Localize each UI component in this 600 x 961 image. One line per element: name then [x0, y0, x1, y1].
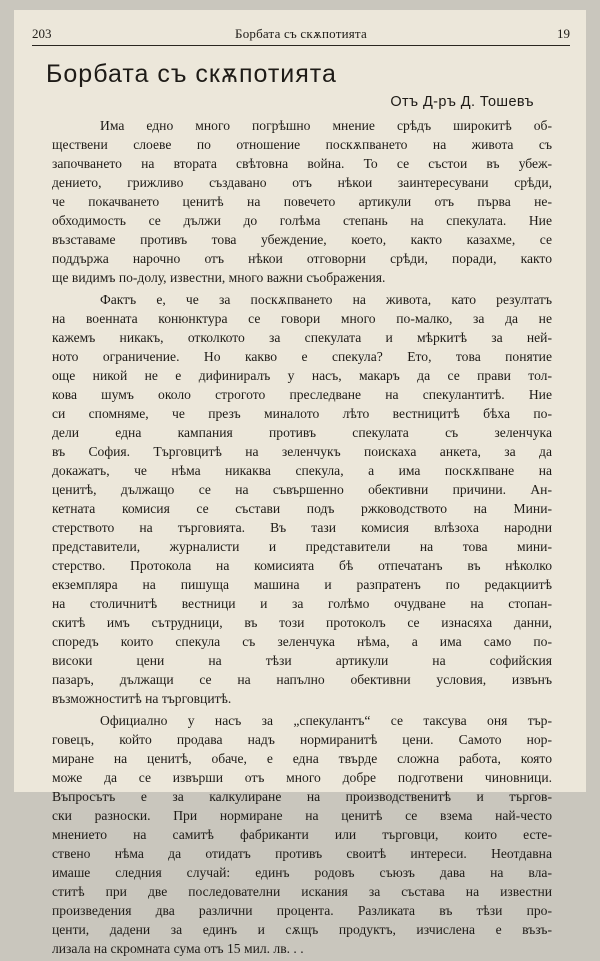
header-rule	[32, 45, 570, 46]
text-line: мнението на самитѣ фабриканти или търговци, които есте-	[52, 827, 552, 842]
text-line: въ София. Търговцитѣ на зеленчукъ поискаха анкета, за да	[52, 444, 552, 459]
text-line: още никой не е дифиниралъ у насъ, макаръ да се прави тол-	[52, 368, 552, 383]
paragraph	[52, 711, 552, 958]
text-line: представители, журналисти и представители на това мини-	[52, 539, 552, 554]
text-line: си спомняме, че презъ миналото лѣто вестницитѣ бѣха по-	[52, 406, 552, 421]
text-line: центи, дадени за единъ и сѫщъ продуктъ, изчислена е възъ-	[52, 922, 552, 937]
text-line: ще видимъ по-долу, известни, много важни съображения.	[52, 270, 386, 285]
text-line: ски разноски. При нормиране на ценитѣ се взема най-често	[52, 808, 552, 823]
text-line: поддържа нарочно отъ нѣкои отговорни срѣди, поради, както	[52, 251, 552, 266]
text-line: обходимость се дължи до голѣма степань на спекулата. Ние	[52, 213, 552, 228]
text-line: докажатъ, че нѣма никаква спекула, а има поскѫпване на	[52, 463, 552, 478]
text-line: произведения два различни процента. Разликата въ тѣзи про-	[52, 903, 552, 918]
text-line: Фактъ е, че за поскѫпването на живота, като резултатъ	[100, 292, 552, 307]
text-line: говецъ, който продава надъ нормиранитѣ цени. Самото нор-	[52, 732, 552, 747]
text-line: екземпляра на пишуща машина и разпратенъ по редакциитѣ	[52, 577, 552, 592]
text-line: Има едно много погрѣшно мнение срѣдъ широкитѣ об-	[100, 118, 552, 133]
text-line: пазаръ, дължащи се на напълно обективни условия, извънъ	[52, 672, 552, 687]
text-line: стерството на търговията. Въ тази комисия влѣзоха народни	[52, 520, 552, 535]
text-line: ститѣ при две последователни искания за състава на известни	[52, 884, 552, 899]
text-line: възставаме противъ това убеждение, което, както казахме, се	[52, 232, 552, 247]
running-header	[32, 24, 570, 42]
text-line: дели една кампания противъ спекулата съ зеленчука	[52, 425, 552, 440]
text-line: ществени слоеве по отношение поскѫпването на живота съ	[52, 137, 552, 152]
text-line: споредъ които спекула съ зеленчука нѣма, а има само по-	[52, 634, 552, 649]
text-line: кова шумъ около строгото преследване на спекулантитѣ. Ние	[52, 387, 552, 402]
text-line: Въпросътъ е за калкулиране на производственитѣ и търгов-	[52, 789, 552, 804]
article-author: Отъ Д-ръ Д. Тошевъ	[390, 94, 534, 110]
text-line: на столичнитѣ вестници и за голѣмо очудване на стопан-	[52, 596, 552, 611]
text-line: дението, грижливо създавано отъ нѣкои заинтересувани срѣди,	[52, 175, 552, 190]
text-line: започването на втората свѣтовна война. То се състои въ убеж-	[52, 156, 552, 171]
header-left-page-number: 203	[32, 26, 52, 41]
text-line: ценитѣ, дължащо се на съвършенно обективни причини. Ан-	[52, 482, 552, 497]
header-right-page-number: 19	[557, 26, 570, 41]
text-line: високи цени на тѣзи артикули на софийския	[52, 653, 552, 668]
article-title: Борбата съ скѫпотията	[46, 60, 337, 88]
text-line: миране на ценитѣ, обаче, е една твърде сложна работа, която	[52, 751, 552, 766]
header-running-title: Борбата съ скѫпотията	[235, 26, 367, 41]
text-line: може да се извърши отъ много добре подготвени чиновници.	[52, 770, 552, 785]
text-line: възможноститѣ на търговцитѣ.	[52, 691, 232, 706]
text-line: Официално у насъ за „спекулантъ“ се таксува оня тър-	[100, 713, 552, 728]
text-line: лизала на скромната сума отъ 15 мил. лв. . .	[52, 941, 304, 956]
text-line: кетната комисия се състави подъ ржководството на Мини-	[52, 501, 552, 516]
text-line: кажемъ никакъ, отколкото за спекулата и мѣркитѣ за ней-	[52, 330, 552, 345]
paragraph	[52, 290, 552, 708]
text-line: стерство. Протокола на комисията бѣ отпечатанъ въ нѣколко	[52, 558, 552, 573]
text-line: имаше следния случай: единъ родовъ съюзъ дава на вла-	[52, 865, 552, 880]
text-line: ното ограничение. Но какво е спекула? Ето, това понятие	[52, 349, 552, 364]
text-line: на военната конюнктура се говори много по-малко, за да не	[52, 311, 552, 326]
text-line: скитѣ имъ сътрудници, въ този протоколъ се изнасяха данни,	[52, 615, 552, 630]
article-body	[52, 116, 552, 961]
book-page	[14, 10, 586, 956]
text-line: че покачването ценитѣ на повечето артикули отъ първа не-	[52, 194, 552, 209]
paragraph	[52, 116, 552, 287]
text-line: ствено нѣма да отидатъ противъ своитѣ интереси. Неотдавна	[52, 846, 552, 861]
